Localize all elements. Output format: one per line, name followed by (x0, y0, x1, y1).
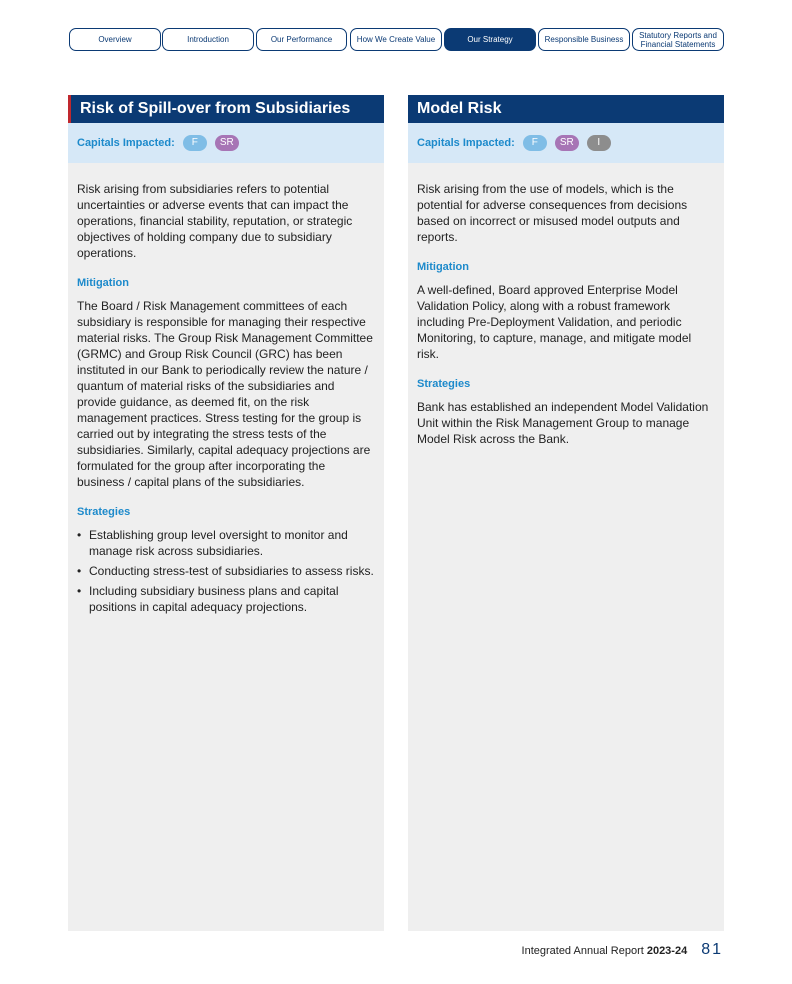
risk-description: Risk arising from subsidiaries refers to potential uncertainties or adverse events that can impact the operations, financial stability, reputation, or strategic objectives of holding company due to subsidiary operations. (77, 182, 353, 260)
capitals-label: Capitals Impacted: (77, 137, 175, 149)
capital-badge-sr: SR (215, 135, 239, 151)
mitigation-heading: Mitigation (417, 261, 469, 273)
capitals-impacted (408, 123, 724, 163)
strategies-heading: Strategies (417, 378, 471, 390)
tab-responsible-business[interactable]: Responsible Business (538, 28, 630, 51)
capitals-impacted (68, 123, 384, 163)
tab-our-strategy[interactable]: Our Strategy (444, 28, 536, 51)
panel-title: Model Risk (408, 95, 724, 123)
capitals-label: Capitals Impacted: (417, 137, 515, 149)
model-risk-panel (408, 95, 724, 931)
capital-badge-f: F (183, 135, 207, 151)
strategies-text: Bank has established an independent Model Validation Unit within the Risk Management Group to manage Model Risk across the Bank. (417, 400, 709, 446)
tab-overview[interactable]: Overview (69, 28, 161, 51)
mitigation-text: A well-defined, Board approved Enterprise Model Validation Policy, along with a robust framework including Pre-Deployment Validation, and periodic Monitoring, to capture, manage, and mitigate model risk. (417, 283, 692, 361)
tab-introduction[interactable]: Introduction (162, 28, 254, 51)
capital-badge-i: I (587, 135, 611, 151)
capital-badge-sr: SR (555, 135, 579, 151)
mitigation-heading: Mitigation (77, 277, 129, 289)
report-year: 2023-24 (646, 945, 688, 957)
report-title: Integrated Annual Report (521, 945, 644, 957)
list-item: • Establishing group level oversight to monitor and manage risk across subsidiaries. (77, 527, 375, 559)
panel-body (408, 163, 724, 447)
capital-badge-f: F (523, 135, 547, 151)
top-navigation (69, 28, 724, 53)
list-item: • Conducting stress-test of subsidiaries to assess risks. (77, 563, 375, 579)
strategies-list (77, 527, 375, 615)
tab-statutory-reports[interactable]: Statutory Reports and Financial Statements (632, 28, 724, 51)
panel-body (68, 163, 384, 615)
page-number: 81 (701, 941, 723, 958)
list-item: • Including subsidiary business plans and capital positions in capital adequacy projections. (77, 583, 375, 615)
mitigation-text: The Board / Risk Management committees of each subsidiary is responsible for managing their respective material risks. The Group Risk Management Committee (GRMC) and Group Risk Council (GRC) has been instituted in our Bank to periodically review the nature / quantum of material risks of the subsidiaries and provide guidance, as deemed fit, on the risk management practices. Stress testing for the group is carried out by integrating the stress tests of the subsidiaries. Similarly, capital adequacy projections are formulated for the group after incorporating the business / capital plans of the subsidiaries. (77, 299, 373, 489)
tab-our-performance[interactable]: Our Performance (256, 28, 347, 51)
strategies-heading: Strategies (77, 506, 131, 518)
page-footer (522, 941, 723, 959)
tab-how-we-create-value[interactable]: How We Create Value (350, 28, 442, 51)
panel-title: Risk of Spill-over from Subsidiaries (68, 95, 384, 123)
spillover-risk-panel (68, 95, 384, 931)
risk-description: Risk arising from the use of models, which is the potential for adverse consequences from decisions based on incorrect or misused model outputs and reports. (417, 182, 688, 244)
